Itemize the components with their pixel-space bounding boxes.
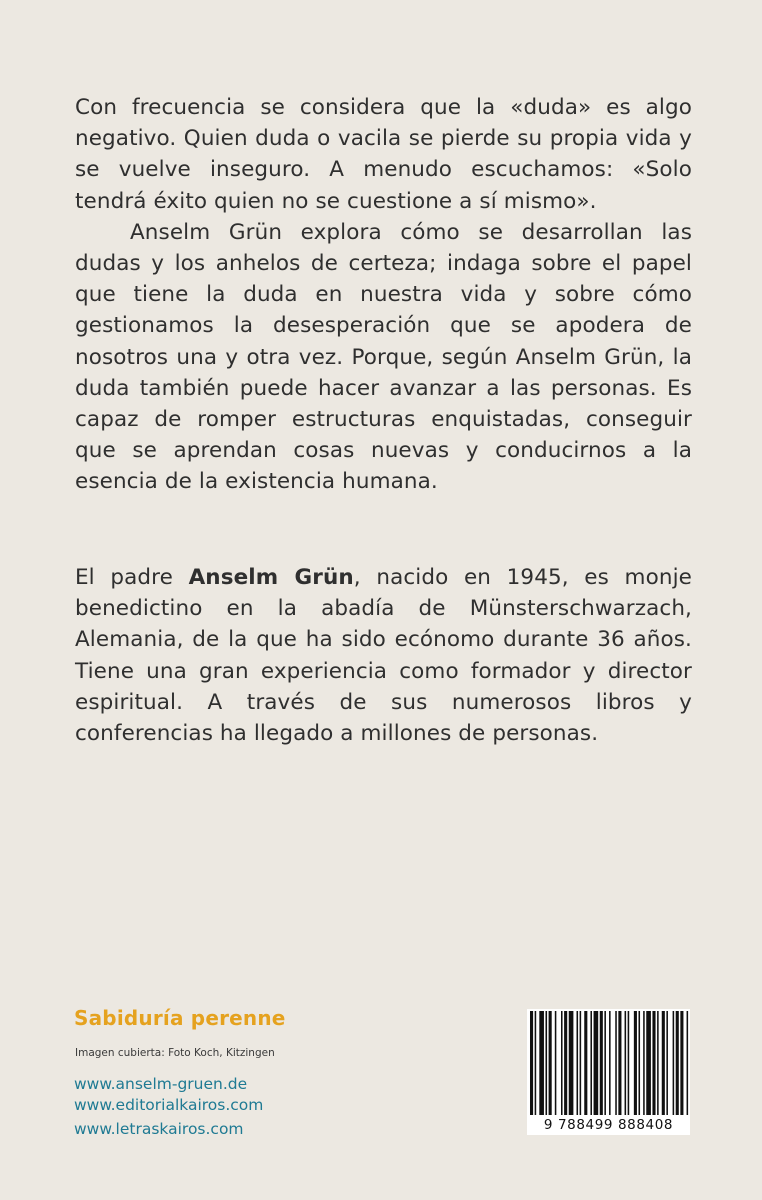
barcode-bar [535, 1011, 537, 1115]
author-bio [75, 562, 692, 749]
author-bio-prefix: El padre [75, 565, 189, 590]
isbn-barcode [527, 1009, 690, 1135]
barcode-bar [584, 1011, 587, 1115]
image-credit: Imagen cubierta: Foto Koch, Kitzingen [75, 1047, 275, 1059]
website-links [74, 1074, 263, 1140]
barcode-bar [657, 1011, 659, 1115]
author-bio-paragraph [75, 562, 692, 749]
barcode-bar [643, 1011, 645, 1115]
barcode-bar [561, 1011, 563, 1115]
barcode-bar [609, 1011, 611, 1115]
description-paragraph-2: Anselm Grün explora cómo se desarrollan las dudas y los anhelos de certeza; indaga sobre el papel que tiene la duda en nuestra vida y sobre cómo gestionamos la desesperación que se apodera de nosotros una y otra vez. Porque, según Anselm Grün, la duda también puede hacer avanzar a las personas. Es capaz de romper estructuras enquistadas, conseguir que se aprendan cosas nuevas y conducirnos a la esencia de la existencia humana. [75, 219, 692, 495]
barcode-bar [628, 1011, 630, 1115]
barcode-bar [555, 1011, 557, 1115]
barcode-bar [666, 1011, 668, 1115]
link-anselm-gruen[interactable]: www.anselm-gruen.de [74, 1075, 248, 1093]
barcode-bar [676, 1011, 679, 1115]
barcode-bar [634, 1011, 637, 1115]
link-letras-kairos[interactable]: www.letraskairos.com [74, 1120, 244, 1138]
description-paragraph-1: Con frecuencia se considera que la «duda» es algo negativo. Quien duda o vacila se pierde su propia vida y se vuelve inseguro. A menudo escuchamos: «Solo tendrá éxito quien no se cuestione a sí mismo». [75, 95, 692, 214]
barcode-bar [564, 1011, 567, 1115]
barcode-bar [546, 1011, 548, 1115]
barcode-bar [577, 1011, 579, 1115]
barcode-bar [530, 1011, 533, 1115]
barcode-bar [652, 1011, 655, 1115]
barcode-bar [569, 1011, 574, 1115]
barcode-bar [673, 1011, 675, 1115]
barcode-bar [625, 1011, 627, 1115]
author-name: Anselm Grün [188, 565, 354, 590]
barcode-bar [549, 1011, 552, 1115]
barcode-bar [687, 1011, 689, 1115]
book-description [75, 92, 692, 498]
barcode-bar [600, 1011, 603, 1115]
isbn-number: 9 788499 888408 [543, 1117, 674, 1133]
barcode-bar [639, 1011, 641, 1115]
barcode-bar [615, 1011, 617, 1115]
barcode-bar [590, 1011, 592, 1115]
series-name: Sabiduría perenne [74, 1006, 286, 1030]
barcode-bar [662, 1011, 665, 1115]
barcode-bar [594, 1011, 599, 1115]
barcode-bar [539, 1011, 544, 1115]
barcode-bar [604, 1011, 606, 1115]
link-editorial-kairos[interactable]: www.editorialkairos.com [74, 1096, 264, 1114]
barcode-bar [618, 1011, 621, 1115]
author-bio-text: , nacido en 1945, es monje benedictino en la abadía de Münsterschwarzach, Alemania, de la que ha sido ecónomo durante 36 años. Tiene una gran experiencia como formador y director espiritual. A través de sus numerosos libros y conferencias ha llegado a millones de personas. [75, 565, 692, 747]
barcode-bar [646, 1011, 651, 1115]
barcode-bar [580, 1011, 582, 1115]
barcode-bar [680, 1011, 683, 1115]
